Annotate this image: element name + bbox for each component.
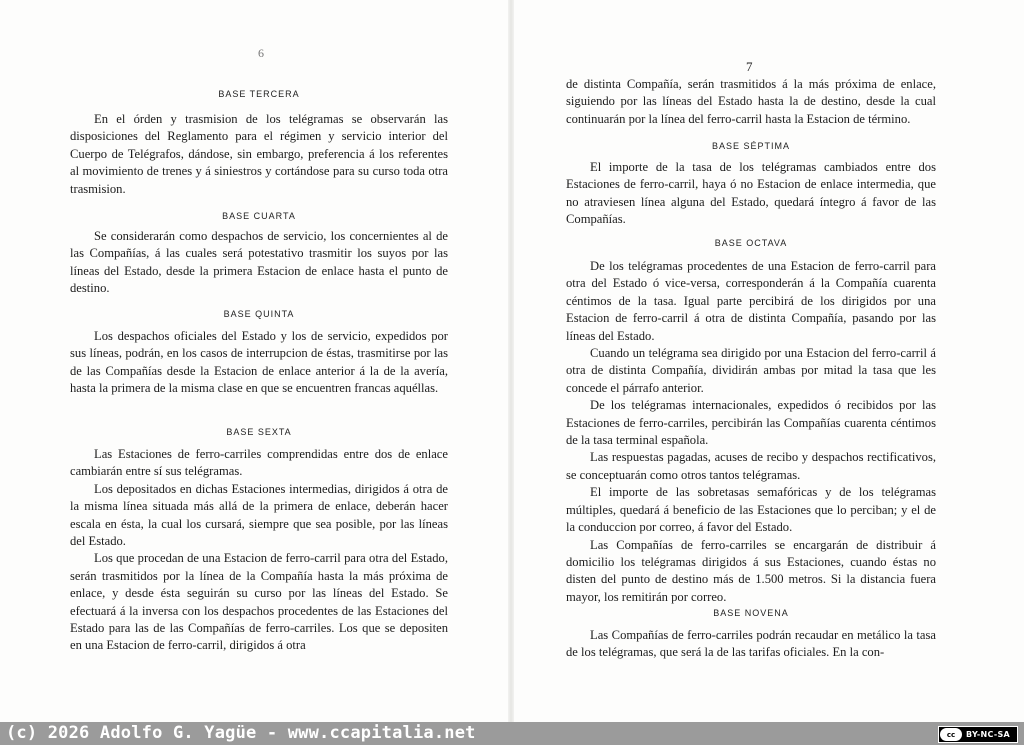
section-heading: BASE SEXTA bbox=[226, 427, 292, 437]
section-base-sexta bbox=[70, 423, 448, 655]
section-heading: BASE CUARTA bbox=[222, 211, 296, 221]
paragraph: de distinta Compañía, serán trasmitidos á la más próxima de enlace, siguiendo por las líneas del Estado hasta la de destino, desde la cual continuarán por la línea del ferro-carril hasta la Estacion de término. bbox=[566, 77, 936, 126]
credit-footer bbox=[0, 722, 1024, 745]
paragraph: Los que procedan de una Estacion de ferro-carril para otra del Estado, serán trasmitidos por la línea de la Compañía hasta la más próxima de enlace, y desde ésta seguirán su curso por las líneas del Estado. Se efectuará á la inversa con los despachos procedentes de las Estaciones del Estado para las de las Compañías de ferro-carriles. Los que se depositen en una Estacion de ferro-carril, dirigidos á otra bbox=[70, 551, 448, 653]
section-base-cuarta bbox=[70, 207, 448, 298]
section-base-octava bbox=[566, 234, 936, 606]
section-base-novena bbox=[566, 604, 936, 662]
continuation-block bbox=[566, 76, 936, 128]
page-number: 6 bbox=[258, 46, 264, 60]
paragraph: De los telégramas internacionales, expedidos ó recibidos por las Estaciones de ferro-carriles, percibirán las Compañías cuarenta céntimos de la tasa terminal española. bbox=[566, 398, 936, 448]
paragraph: Las Compañías de ferro-carriles se encargarán de distribuir á domicilio los telégramas dirigidos á sus Estaciones, cuando éstas no disten del punto de destino más de 1.500 metros. Si la distancia fuera mayor, los remitirán por correo. bbox=[566, 537, 936, 604]
license-badge[interactable] bbox=[938, 726, 1018, 743]
paragraph: Los despachos oficiales del Estado y los de servicio, expedidos por sus líneas, podrán, en los casos de interrupcion de éstas, trasmitirse por las de las Compañías desde la Estacion de enlace anterior á la de la avería, hasta la primera de la misma clase en que se encuentren francas aquéllas. bbox=[70, 329, 448, 396]
section-base-septima bbox=[566, 137, 936, 229]
paragraph: El importe de las sobretasas semafóricas y de los telégramas múltiples, quedará á beneficio de las Estaciones que lo perciban; y el de la conduccion por correo, á favor del Estado. bbox=[566, 485, 936, 535]
paragraph: En el órden y trasmision de los telégramas se observarán las disposiciones del Reglamento para el régimen y servicio interior del Cuerpo de Telégrafos, dándose, sin embargo, preferencia á los referentes al movimiento de trenes y á siniestros y cortándose para su curso toda otra trasmision. bbox=[70, 112, 448, 196]
section-heading: BASE NOVENA bbox=[713, 608, 789, 618]
section-base-quinta bbox=[70, 305, 448, 398]
section-heading: BASE SÉPTIMA bbox=[711, 141, 791, 151]
page-number: 7 bbox=[746, 59, 753, 74]
section-base-tercera bbox=[70, 85, 448, 198]
paragraph: Las Estaciones de ferro-carriles comprendidas entre dos de enlace cambiarán entre sí sus telégramas. bbox=[70, 447, 448, 479]
creative-commons-icon: cc bbox=[940, 728, 962, 741]
paragraph: Las respuestas pagadas, acuses de recibo y despachos rectificativos, se conceptuarán como otros tantos telégramas. bbox=[566, 450, 936, 482]
credit-text: (c) 2026 Adolfo G. Yagüe - www.ccapitalia.net bbox=[6, 723, 476, 743]
book-gutter bbox=[508, 0, 514, 722]
paragraph: De los telégramas procedentes de una Estacion de ferro-carril para otra del Estado ó vice-versa, corresponderán á la Compañía cuarenta céntimos de la tasa. Igual parte percibirá de los dirigidos por una Estacion de ferro-carril á otra de distinta Compañía, pasando por las líneas del Estado. bbox=[566, 259, 936, 343]
license-label: BY-NC-SA bbox=[966, 730, 1011, 739]
section-heading: BASE QUINTA bbox=[223, 309, 295, 319]
section-heading: BASE TERCERA bbox=[218, 89, 300, 99]
section-heading: BASE OCTAVA bbox=[714, 238, 788, 248]
paragraph: Cuando un telégrama sea dirigido por una Estacion del ferro-carril á otra de distinta Compañía, dividirán ambas por mitad la tasa que les concede el párrafo anterior. bbox=[566, 346, 936, 395]
paragraph: El importe de la tasa de los telégramas cambiados entre dos Estaciones de ferro-carril, haya ó no Estacion de enlace intermedia, que no atraviesen línea alguna del Estado, quedará íntegro á favor de las Compañías. bbox=[566, 160, 936, 227]
paragraph: Los depositados en dichas Estaciones intermedias, dirigidos á otra de la misma línea situada más allá de la primera de enlace, deberán hacer escala en ésta, la cual los cursará, siempre que sea posible, por las líneas del Estado. bbox=[70, 481, 448, 549]
paragraph: Se considerarán como despachos de servicio, los concernientes al de las Compañías, á las cuales será potestativo trasmitir los suyos por las líneas del Estado, desde la primera Estacion de enlace hasta el punto de destino. bbox=[70, 229, 448, 296]
paragraph: Las Compañías de ferro-carriles podrán recaudar en metálico la tasa de los telégramas, que será la de las tarifas oficiales. En la con- bbox=[566, 628, 936, 660]
